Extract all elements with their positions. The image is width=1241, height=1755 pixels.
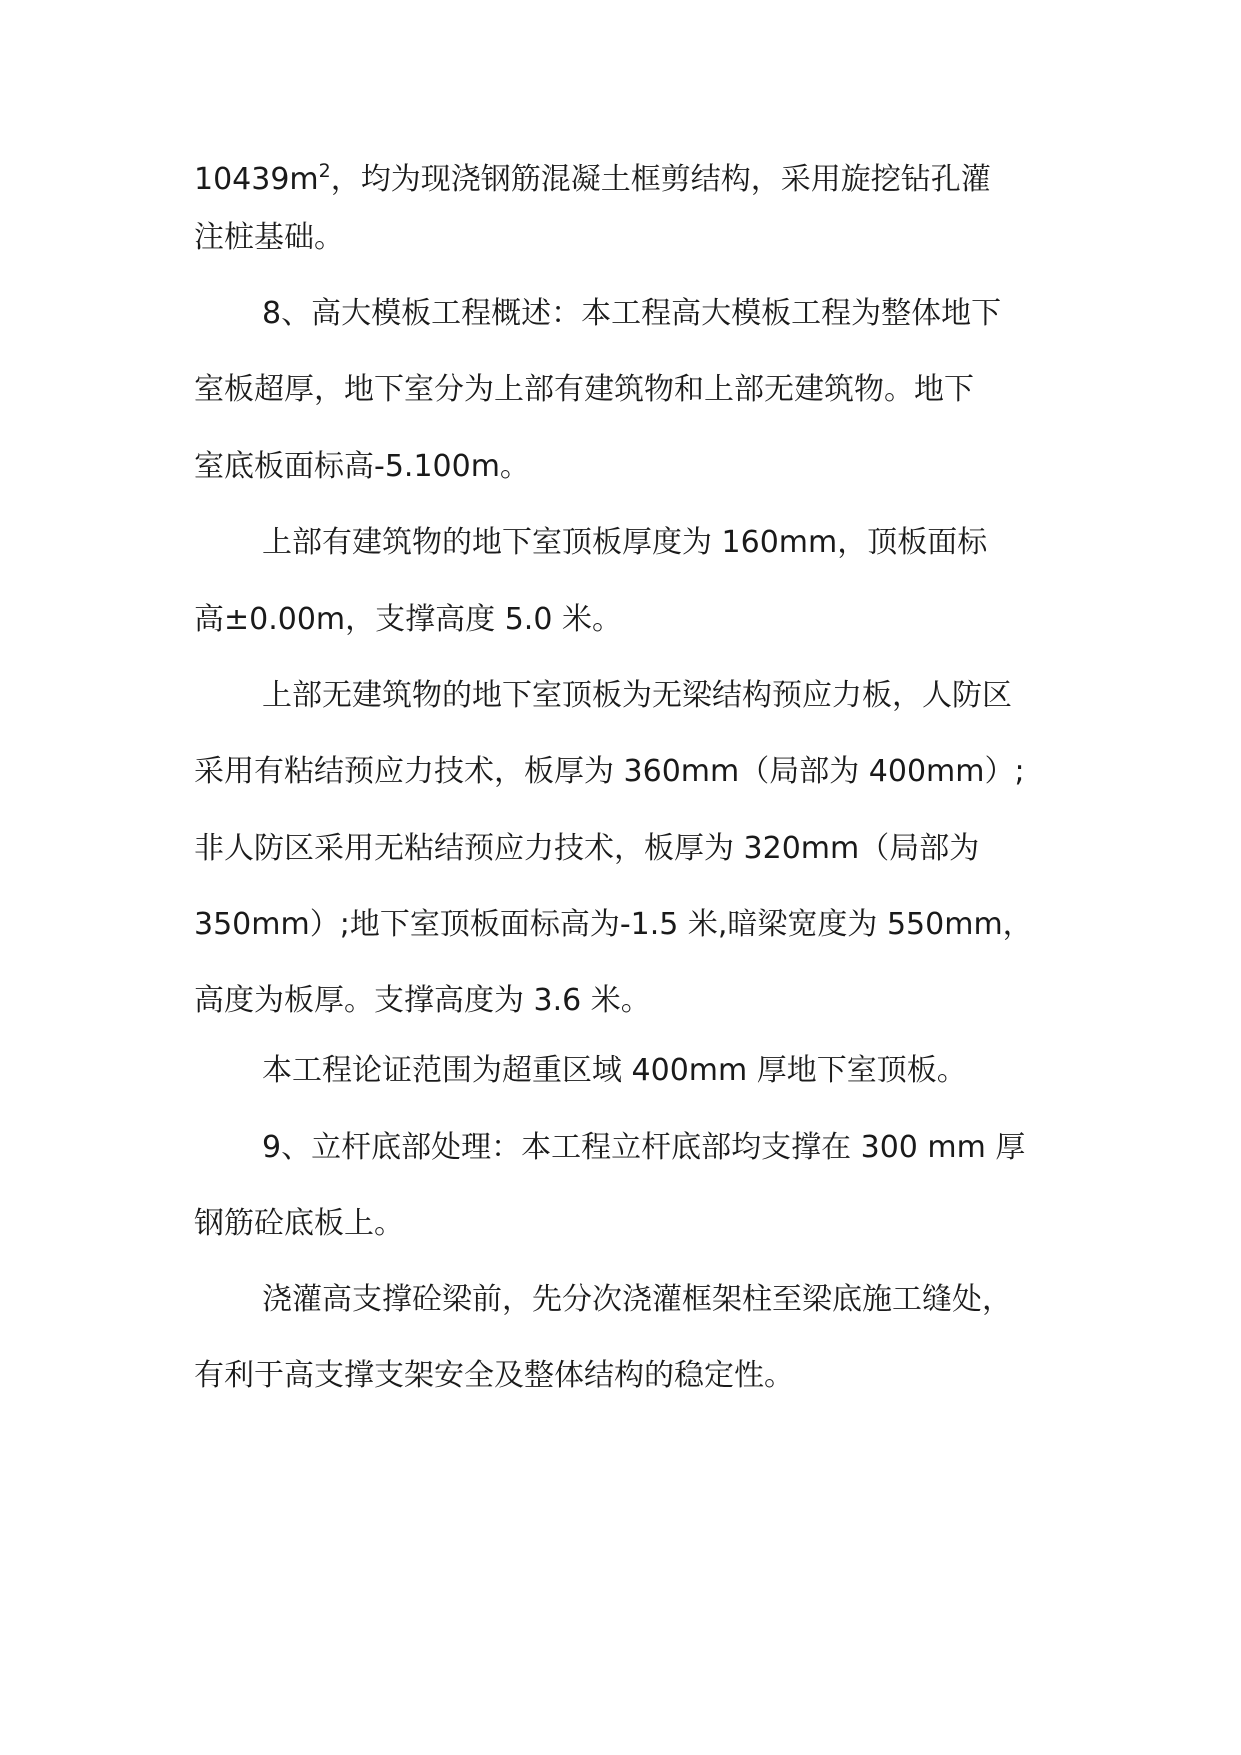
text-line-1-rest: ，均为现浇钢筋混凝土框剪结构，采用旋挖钻孔灌 — [330, 162, 991, 197]
text-line-14: 9、立杆底部处理：本工程立杆底部均支撑在 300 mm 厚 — [262, 1130, 1026, 1165]
text-line-2: 注桩基础。 — [194, 220, 344, 255]
text-line-9: 采用有粘结预应力技术，板厚为 360mm（局部为 400mm）; — [194, 754, 1025, 789]
text-line-3: 8、高大模板工程概述：本工程高大模板工程为整体地下 — [262, 296, 1002, 331]
text-line-5: 室底板面标高-5.100m。 — [194, 449, 530, 484]
text-line-12: 高度为板厚。支撑高度为 3.6 米。 — [194, 983, 651, 1018]
text-line-15: 钢筋砼底板上。 — [194, 1206, 404, 1241]
text-line-4: 室板超厚，地下室分为上部有建筑物和上部无建筑物。地下 — [194, 372, 974, 407]
area-value: 10439m — [194, 162, 319, 197]
text-line-11: 350mm）;地下室顶板面标高为-1.5 米,暗梁宽度为 550mm， — [194, 907, 1033, 942]
text-line-1 — [194, 160, 991, 200]
text-line-10: 非人防区采用无粘结预应力技术，板厚为 320mm（局部为 — [194, 831, 980, 866]
text-line-17: 有利于高支撑支架安全及整体结构的稳定性。 — [194, 1358, 794, 1393]
text-line-7: 高±0.00m，支撑高度 5.0 米。 — [194, 602, 622, 637]
text-line-13: 本工程论证范围为超重区域 400mm 厚地下室顶板。 — [262, 1053, 967, 1088]
area-superscript: 2 — [318, 160, 331, 182]
text-line-16: 浇灌高支撑砼梁前，先分次浇灌框架柱至梁底施工缝处， — [262, 1282, 1012, 1317]
text-line-6: 上部有建筑物的地下室顶板厚度为 160mm，顶板面标 — [262, 525, 988, 560]
text-line-8: 上部无建筑物的地下室顶板为无梁结构预应力板，人防区 — [262, 678, 1012, 713]
